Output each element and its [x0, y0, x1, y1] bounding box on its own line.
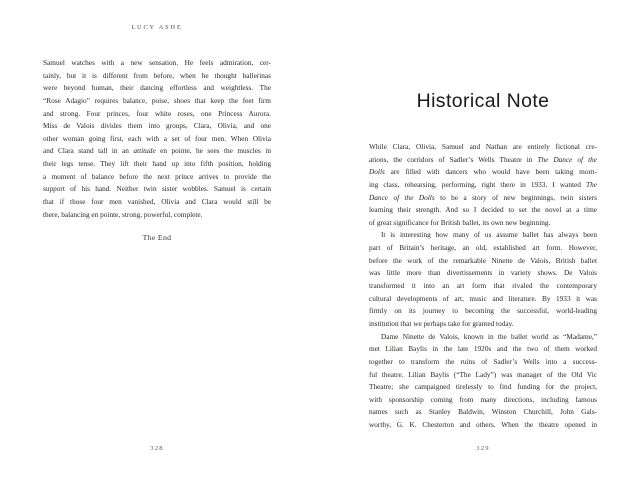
text-line: was little more than divertissements in variety shows. De Valois	[369, 268, 597, 278]
right-page-number: 329	[476, 445, 490, 452]
text-line: before the work of the remarkable Ninette de Valois, British ballet	[369, 255, 597, 265]
text-line: firmly on its journey to becoming the successful, world-leading	[369, 306, 597, 316]
text-line: their legs tense. They lift their hand up into fifth position, holding	[43, 159, 271, 169]
text-line: Dolls are filled with dancers who would have been taking morn-	[369, 167, 597, 177]
text-line: of great significance for British ballet, its own new beginning.	[369, 217, 551, 227]
text-line: were beyond human, their dancing effortless and weightless. The	[43, 83, 271, 93]
text-line: tainly, but it is different from before, when he thought ballerinas	[43, 70, 271, 80]
text-line: Samuel watches with a new sensation. He feels admiration, cer-	[43, 58, 271, 67]
text-line: ations, the corridors of Sadler’s Wells Theatre in The Dance of the	[369, 154, 597, 164]
text-line: worthy, G. K. Chesterton and others. When the theatre opened in	[369, 420, 597, 430]
text-line: “Rose Adagio” requires balance, poise, shoes that keep the feet firm	[43, 95, 271, 105]
text-line: and strong. Four princes, four white roses, one Princess Aurora.	[43, 108, 271, 118]
text-line: met Lilian Baylis in the late 1920s and the two of them worked	[369, 344, 597, 354]
right-page-text	[369, 141, 597, 432]
text-line: While Clara, Olivia, Samuel and Nathan are entirely fictional cre-	[369, 142, 597, 151]
right-page	[369, 0, 597, 480]
text-line: names such as Stanley Baldwin, Winston Churchill, John Gals-	[369, 407, 597, 417]
text-line: It is interesting how many of us assume ballet has always been	[381, 230, 597, 240]
text-line: Theatre; she campaigned tirelessly to find funding for the project,	[369, 382, 597, 392]
the-end-label: The End	[142, 233, 172, 242]
text-line: Dance of the Dolls to be a story of new beginnings, twin sisters	[369, 192, 597, 202]
text-line: Dame Ninette de Valois, known in the ballet world as “Madame,”	[381, 331, 597, 341]
text-line: that if those four men vanished, Olivia and Clara would still be	[43, 197, 271, 207]
text-line: learning their strength. And so I decided to set the novel at a time	[369, 205, 597, 215]
left-page-text	[43, 57, 271, 221]
text-line: there, balancing en pointe, strong, powerful, complete.	[43, 209, 203, 219]
text-line: other woman going first, each with a set of four men. When Olivia	[43, 133, 271, 143]
text-line: ing class, rehearsing, performing, right there in 1933. I wanted The	[369, 179, 597, 189]
text-line: together to transform the ruins of Sadler’s Wells into a success-	[369, 356, 597, 366]
text-line: with sponsorship coming from many directions, including famous	[369, 394, 597, 404]
text-line: ful theatre. Lilian Baylis (“The Lady”) was manager of the Old Vic	[369, 369, 597, 379]
text-line: Miss de Valois divides them into groups, Clara, Olivia, and one	[43, 121, 271, 131]
text-line: part of Britain’s heritage, an old, established art form. However,	[369, 243, 597, 253]
text-line: a moment of balance before the next prince arrives to provide the	[43, 171, 271, 181]
text-line: transformed it into an art form that rivaled the contemporary	[369, 281, 597, 291]
text-line: institution that we perhaps take for granted today.	[369, 318, 514, 328]
text-line: support of his hand. Neither twin sister wobbles. Samuel is certain	[43, 184, 271, 194]
left-page	[43, 0, 271, 480]
running-head-author: LUCY ASHE	[131, 24, 183, 31]
chapter-heading: Historical Note	[416, 90, 550, 112]
text-line: and Clara stand tall in an attitude en pointe, he sees the muscles in	[43, 146, 271, 156]
left-page-number: 328	[150, 445, 164, 452]
text-line: cultural developments of art, music and literature. By 1933 it was	[369, 293, 597, 303]
